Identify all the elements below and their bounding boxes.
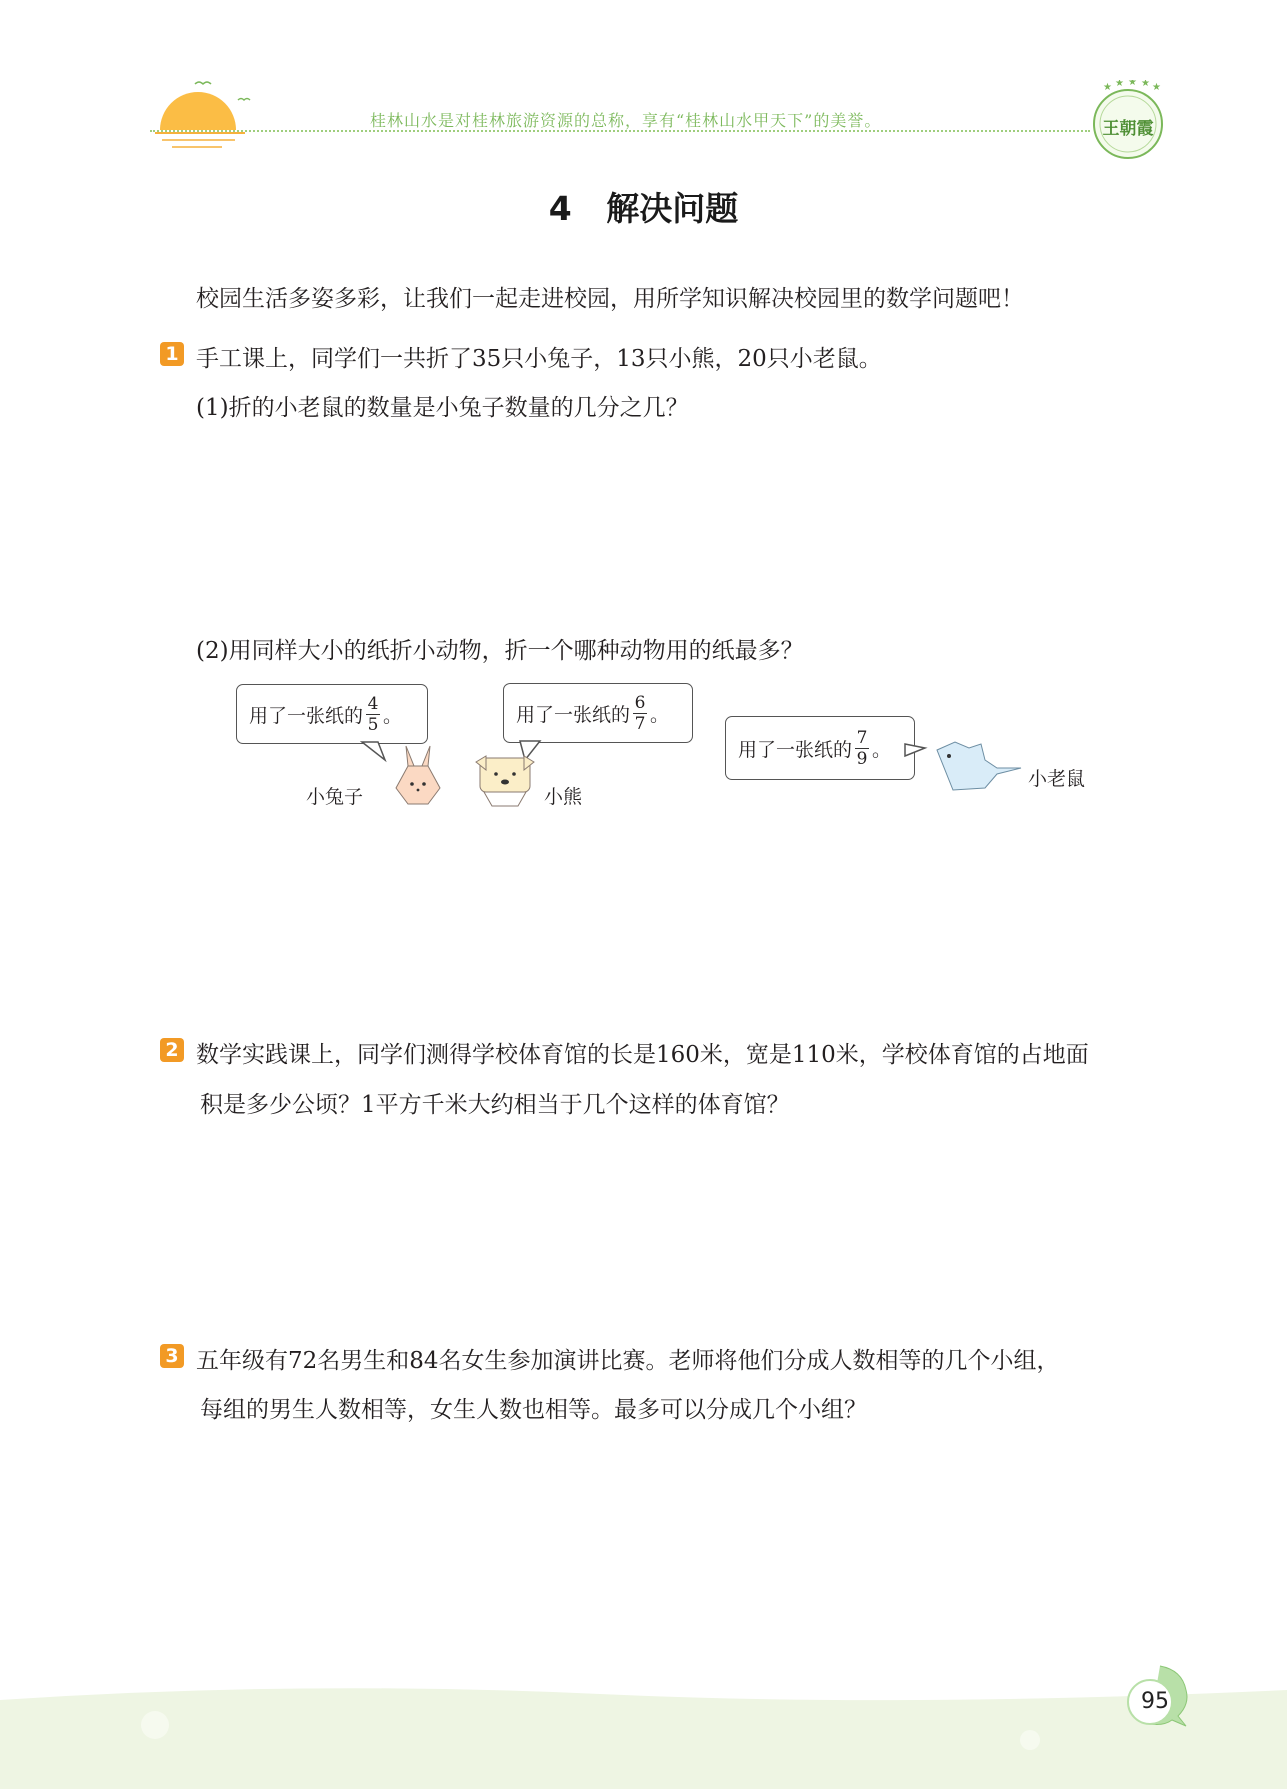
numerator: 4 <box>367 693 379 714</box>
svg-text:★: ★ <box>1103 82 1112 93</box>
bubble-end: 。 <box>650 703 670 726</box>
svg-text:★: ★ <box>1115 80 1124 89</box>
bubble-text: 用了一张纸的 <box>516 703 631 726</box>
rabbit-label: 小兔子 <box>306 786 364 808</box>
question-1-sub2: (2)用同样大小的纸折小动物，折一个哪种动物用的纸最多？ <box>196 638 804 664</box>
origami-bear-icon <box>474 752 536 812</box>
denominator: 7 <box>634 713 646 734</box>
numerator: 6 <box>634 692 646 713</box>
question-3-line2: 每组的男生人数相等，女生人数也相等。最多可以分成几个小组？ <box>200 1397 867 1423</box>
page-number: 95 <box>1141 1689 1169 1714</box>
numerator: 7 <box>856 727 868 748</box>
bear-label: 小熊 <box>544 786 583 808</box>
footer-background <box>0 1680 1287 1789</box>
question-3-line1: 五年级有72名男生和84名女生参加演讲比赛。老师将他们分成人数相等的几个小组， <box>196 1348 1060 1374</box>
svg-text:★: ★ <box>1152 82 1161 93</box>
denominator: 9 <box>856 748 868 769</box>
question-3-number: 3 <box>160 1344 184 1368</box>
bubble-end: 。 <box>872 738 892 761</box>
question-1-number: 1 <box>160 342 184 366</box>
question-2-number: 2 <box>160 1038 184 1062</box>
section-title: 4 解决问题 <box>548 189 739 228</box>
question-2-line1: 数学实践课上，同学们测得学校体育馆的长是160米，宽是110米，学校体育馆的占地面 <box>196 1042 1089 1068</box>
bubble-text: 用了一张纸的 <box>738 738 853 761</box>
question-1-text: 手工课上，同学们一共折了35只小兔子，13只小熊，20只小老鼠。 <box>196 346 882 372</box>
origami-rabbit-icon <box>388 742 448 808</box>
bubble-end: 。 <box>383 704 403 727</box>
header-tagline: 桂林山水是对桂林旅游资源的总称，享有“桂林山水甲天下”的美誉。 <box>370 111 882 130</box>
denominator: 5 <box>367 714 379 735</box>
bubble-text: 用了一张纸的 <box>249 704 364 727</box>
question-1-sub1: (1)折的小老鼠的数量是小兔子数量的几分之几？ <box>196 395 689 421</box>
intro-text: 校园生活多姿多彩，让我们一起走进校园，用所学知识解决校园里的数学问题吧！ <box>196 286 1024 312</box>
svg-text:★: ★ <box>1128 80 1137 88</box>
question-2-line2: 积是多少公顷？1平方千米大约相当于几个这样的体育馆？ <box>200 1092 790 1118</box>
logo-text: 王朝霞 <box>1102 119 1154 139</box>
mouse-label: 小老鼠 <box>1028 768 1086 790</box>
svg-text:★: ★ <box>1141 80 1150 89</box>
origami-mouse-icon <box>935 738 1023 792</box>
